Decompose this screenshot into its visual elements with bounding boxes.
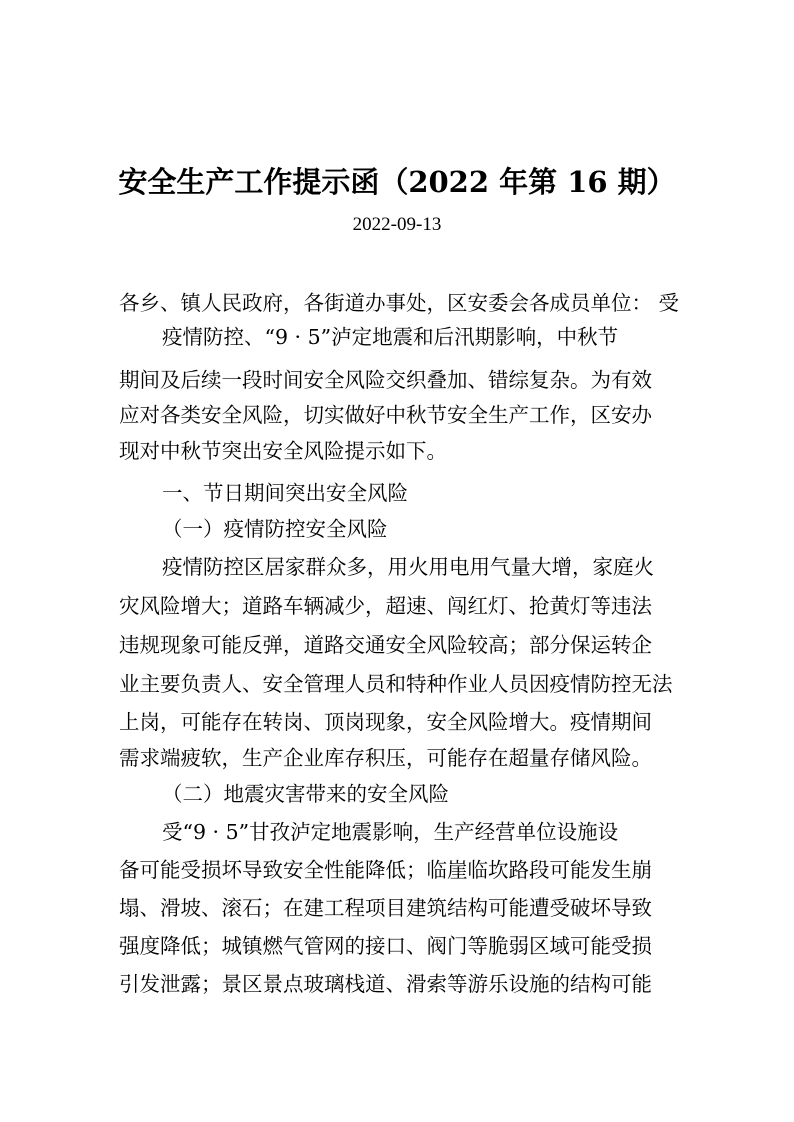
body-line: 上岗，可能存在转岗、顶岗现象，安全风险增大。疫情期间 <box>119 710 652 734</box>
document-title: 安全生产工作提示函（2022 年第 16 期） <box>118 165 676 199</box>
subsection-heading: （二）地震灾害带来的安全风险 <box>162 782 449 806</box>
body-line: 疫情防控区居家群众多，用火用电用气量大增，家庭火 <box>162 555 654 579</box>
document-date: 2022-09-13 <box>352 214 442 235</box>
body-line: 需求端疲软，生产企业库存积压，可能存在超量存储风险。 <box>119 746 652 770</box>
body-line: 期间及后续一段时间安全风险交织叠加、错综复杂。为有效 <box>119 368 652 392</box>
body-line: 业主要负责人、安全管理人员和特种作业人员因疫情防控无法 <box>119 672 673 696</box>
subsection-heading: （一）疫情防控安全风险 <box>162 517 388 541</box>
body-line: 现对中秋节突出安全风险提示如下。 <box>119 439 447 463</box>
section-heading: 一、节日期间突出安全风险 <box>162 481 408 505</box>
body-line: 备可能受损坏导致安全性能降低；临崖临坎路段可能发生崩 <box>119 858 652 882</box>
body-line: 引发泄露；景区景点玻璃栈道、滑索等游乐设施的结构可能 <box>119 972 652 996</box>
body-line: 应对各类安全风险，切实做好中秋节安全生产工作，区安办 <box>119 403 652 427</box>
body-line: 违规现象可能反弹，道路交通安全风险较高；部分保运转企 <box>119 633 652 657</box>
body-line: 塌、滑坡、滚石；在建工程项目建筑结构可能遭受破坏导致 <box>119 896 652 920</box>
addressee-line: 各乡、镇人民政府，各街道办事处，区安委会各成员单位： 受 <box>119 291 680 315</box>
body-line: 灾风险增大；道路车辆减少，超速、闯红灯、抢黄灯等违法 <box>119 594 652 618</box>
body-line: 疫情防控、“9 · 5”泸定地震和后汛期影响，中秋节 <box>162 325 619 349</box>
body-line: 受“9 · 5”甘孜泸定地震影响，生产经营单位设施设 <box>162 820 619 844</box>
body-line: 强度降低；城镇燃气管网的接口、阀门等脆弱区域可能受损 <box>119 934 652 958</box>
